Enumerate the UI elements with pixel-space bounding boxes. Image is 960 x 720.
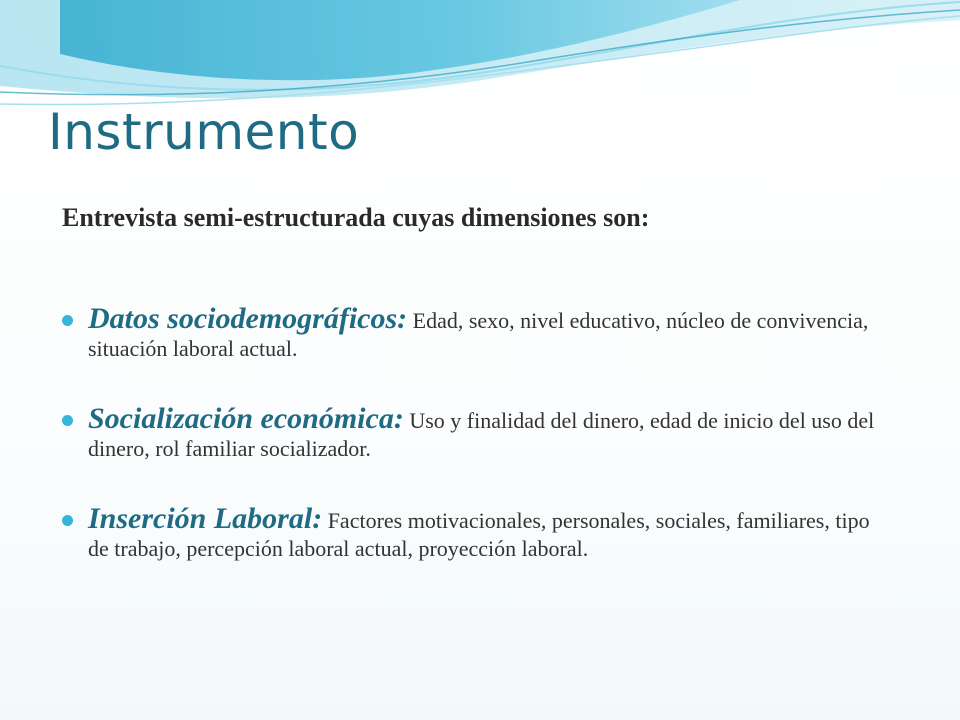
intro-text: Entrevista semi-estructurada cuyas dimensiones son: [62, 203, 650, 232]
list-item-labor-insertion [62, 502, 892, 562]
dimension-list [62, 302, 892, 562]
list-item-sociodemographic [62, 302, 892, 362]
dimension-description: Factores motivacionales, personales, sociales, familiares, tipo de trabajo, percepción laboral actual, proyección laboral. [88, 508, 870, 561]
slide-title: Instrumento [48, 103, 360, 161]
bullet-icon [62, 515, 73, 526]
list-item-economic-socialization [62, 402, 892, 462]
dimension-description: Edad, sexo, nivel educativo, núcleo de convivencia, situación laboral actual. [88, 308, 869, 361]
dimension-description: Uso y finalidad del dinero, edad de inicio del uso del dinero, rol familiar socializador. [88, 408, 875, 461]
dimension-heading: Datos sociodemográficos: [88, 302, 408, 335]
dimension-heading: Socialización económica: [88, 402, 404, 435]
dimension-heading: Inserción Laboral: [88, 502, 323, 535]
bullet-icon [62, 315, 73, 326]
bullet-icon [62, 415, 73, 426]
